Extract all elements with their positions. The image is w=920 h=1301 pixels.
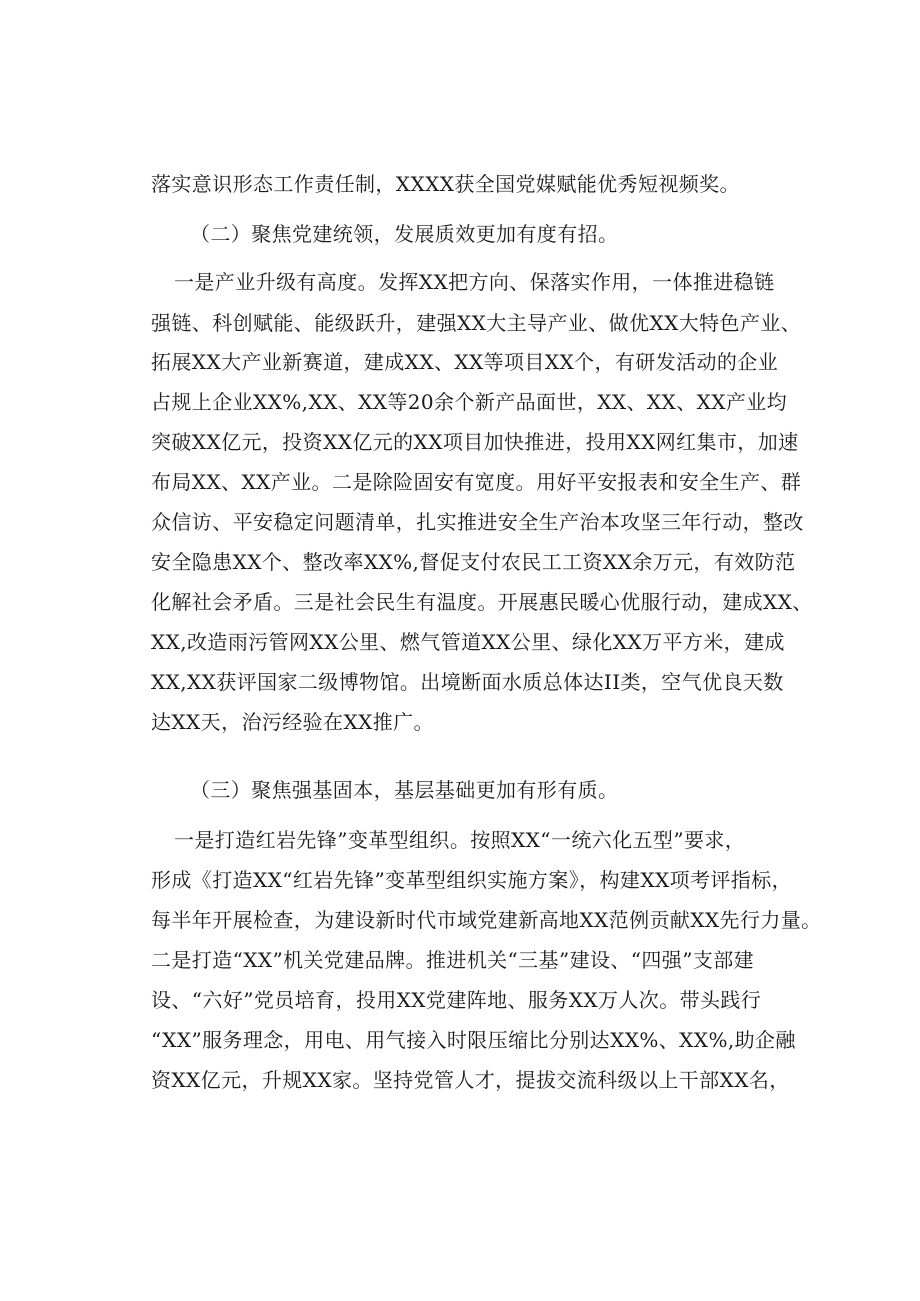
paragraph-line-12: XX,改造雨污管网XX公里、燃气管道XX公里、绿化XX万平方米，建成 (151, 630, 785, 654)
paragraph-line-14: 达XX天，治污经验在XX推广。 (151, 710, 434, 734)
paragraph-line-5: 拓展XX大产业新赛道，建成XX、XX等项目XX个，有研发活动的企业 (151, 350, 779, 374)
paragraph-line-11: 化解社会矛盾。三是社会民生有温度。开展惠民暖心优服行动，建成XX、 (151, 590, 813, 614)
paragraph-line-20: 设、“六好”党员培育，投用XX党建阵地、服务XX万人次。带头践行 (151, 988, 762, 1012)
paragraph-line-3: 一是产业升级有高度。发挥XX把方向、保落实作用，一体推进稳链 (174, 270, 775, 294)
paragraph-line-21: “XX”服务理念，用电、用气接入时限压缩比分别达XX%、XX%,助企融 (151, 1028, 796, 1052)
paragraph-line-17: 形成《打造XX“红岩先锋”变革型组织实施方案》，构建XX项考评指标， (151, 868, 793, 892)
paragraph-line-4: 强链、科创赋能、能级跃升，建强XX大主导产业、做优XX大特色产业、 (151, 311, 802, 335)
paragraph-line-1: 落实意识形态工作责任制，XXXX获全国党媒赋能优秀短视频奖。 (151, 172, 740, 196)
paragraph-line-18: 每半年开展检查，为建设新时代市域党建新高地XX范例贡献XX先行力量。 (151, 908, 822, 932)
paragraph-line-16: 一是打造红岩先锋”变革型组织。按照XX“一统六化五型”要求， (174, 828, 746, 852)
paragraph-line-9: 众信访、平安稳定问题清单，扎实推进安全生产治本攻坚三年行动，整改 (151, 510, 804, 534)
paragraph-line-6: 占规上企业XX%,XX、XX等20余个新产品面世，XX、XX、XX产业均 (151, 390, 788, 414)
paragraph-line-22: 资XX亿元，升规XX家。坚持党管人才，提拔交流科级以上干部XX名， (151, 1068, 790, 1092)
paragraph-line-7: 突破XX亿元，投资XX亿元的XX项目加快推进，投用XX网红集市，加速 (151, 430, 799, 454)
paragraph-line-10: 安全隐患XX个、整改率XX%,督促支付农民工工资XX余万元，有效防范 (151, 550, 796, 574)
paragraph-line-13: XX,XX获评国家二级博物馆。出境断面水质总体达II类，空气优良天数 (151, 670, 784, 694)
section-heading-2: （二）聚焦党建统领，发展质效更加有度有招。 (190, 222, 619, 246)
paragraph-line-8: 布局XX、XX产业。二是除险固安有宽度。用好平安报表和安全生产、群 (151, 470, 802, 494)
section-heading-3: （三）聚焦强基固本，基层基础更加有形有质。 (190, 778, 619, 802)
paragraph-line-19: 二是打造“XX”机关党建品牌。推进机关“三基”建设、“四强”支部建 (151, 948, 755, 972)
